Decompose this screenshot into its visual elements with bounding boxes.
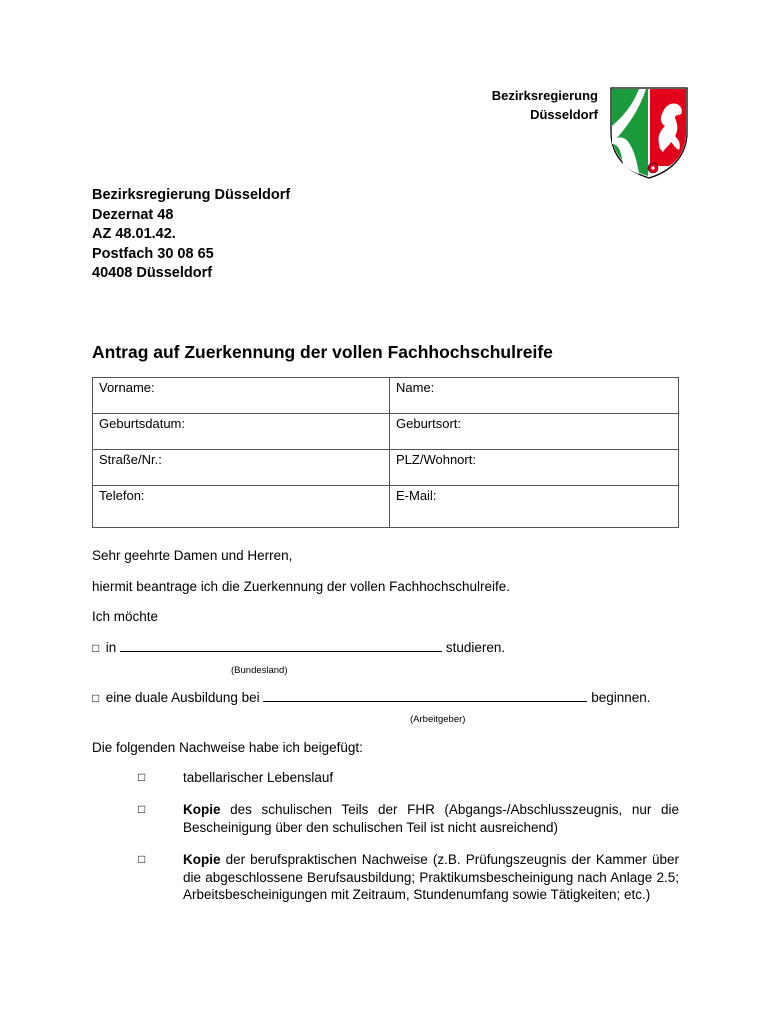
organization-header [398, 86, 598, 124]
attachment-checkbox-2[interactable]: □ [138, 802, 146, 816]
vorname-field[interactable]: Vorname: [93, 378, 390, 414]
option-apprenticeship [92, 690, 651, 705]
bundesland-hint: (Bundesland) [231, 665, 288, 676]
attachment-item-3-bold: Kopie [183, 852, 221, 867]
plz-field[interactable]: PLZ/Wohnort: [390, 450, 679, 486]
address-line: Bezirksregierung Düsseldorf [92, 187, 291, 203]
address-line: Postfach 30 08 65 [92, 245, 214, 262]
attachment-item-3 [183, 851, 679, 904]
attachment-item-3-text: der berufspraktischen Nachweise (z.B. Prüfungszeugnis der Kammer über die abgeschlossene Berufsausbildung; Praktikumsbescheinigung nach Anlage 2.5; Arbeitsbescheinigungen mit Zeitraum, Stundenumfang sowie Tätigkeiten; etc.) [183, 852, 679, 902]
attachment-item-1: tabellarischer Lebenslauf [183, 770, 334, 785]
coat-of-arms-icon [609, 86, 689, 180]
geburtsdatum-field[interactable]: Geburtsdatum: [93, 414, 390, 450]
geburtsort-field[interactable]: Geburtsort: [390, 414, 679, 450]
intro-text: hiermit beantrage ich die Zuerkennung der vollen Fachhochschulreife. [92, 579, 510, 594]
arbeitgeber-input[interactable] [263, 690, 587, 702]
org-name-line1: Bezirksregierung [491, 88, 598, 103]
greeting: Sehr geehrte Damen und Herren, [92, 548, 293, 563]
bundesland-input[interactable] [120, 640, 442, 652]
name-field[interactable]: Name: [390, 378, 679, 414]
attachment-item-2 [183, 801, 679, 836]
table-row [93, 414, 679, 450]
strasse-field[interactable]: Straße/Nr.: [93, 450, 390, 486]
table-row [93, 378, 679, 414]
option-apprenticeship-prefix: eine duale Ausbildung bei [105, 690, 260, 705]
org-name-line2: Düsseldorf [530, 107, 598, 122]
attachment-checkbox-3[interactable]: □ [138, 852, 146, 866]
attachment-item-2-bold: Kopie [183, 802, 221, 817]
study-checkbox[interactable]: □ [92, 641, 100, 655]
option-study-suffix: studieren. [445, 640, 506, 655]
document-title: Antrag auf Zuerkennung der vollen Fachhochschulreife [92, 342, 553, 362]
address-line: AZ 48.01.42. [92, 226, 176, 242]
address-block [92, 186, 290, 284]
attachment-checkbox-1[interactable]: □ [138, 770, 146, 784]
option-apprenticeship-suffix: beginnen. [591, 690, 651, 705]
apprenticeship-checkbox[interactable]: □ [92, 691, 100, 705]
option-study [92, 640, 505, 655]
table-row [93, 450, 679, 486]
address-line: Dezernat 48 [92, 206, 174, 223]
telefon-field[interactable]: Telefon: [93, 486, 390, 528]
table-row [93, 486, 679, 528]
arbeitgeber-hint: (Arbeitgeber) [410, 714, 466, 725]
option-study-prefix: in [105, 640, 117, 655]
personal-data-table [92, 377, 679, 528]
email-field[interactable]: E-Mail: [390, 486, 679, 528]
attachments-intro: Die folgenden Nachweise habe ich beigefügt: [92, 740, 363, 755]
ich-moechte-text: Ich möchte [92, 609, 159, 624]
address-line: 40408 Düsseldorf [92, 265, 213, 281]
attachment-item-2-text: des schulischen Teils der FHR (Abgangs-/Abschlusszeugnis, nur die Bescheinigung über den schulischen Teil ist nicht ausreichend) [183, 802, 679, 835]
